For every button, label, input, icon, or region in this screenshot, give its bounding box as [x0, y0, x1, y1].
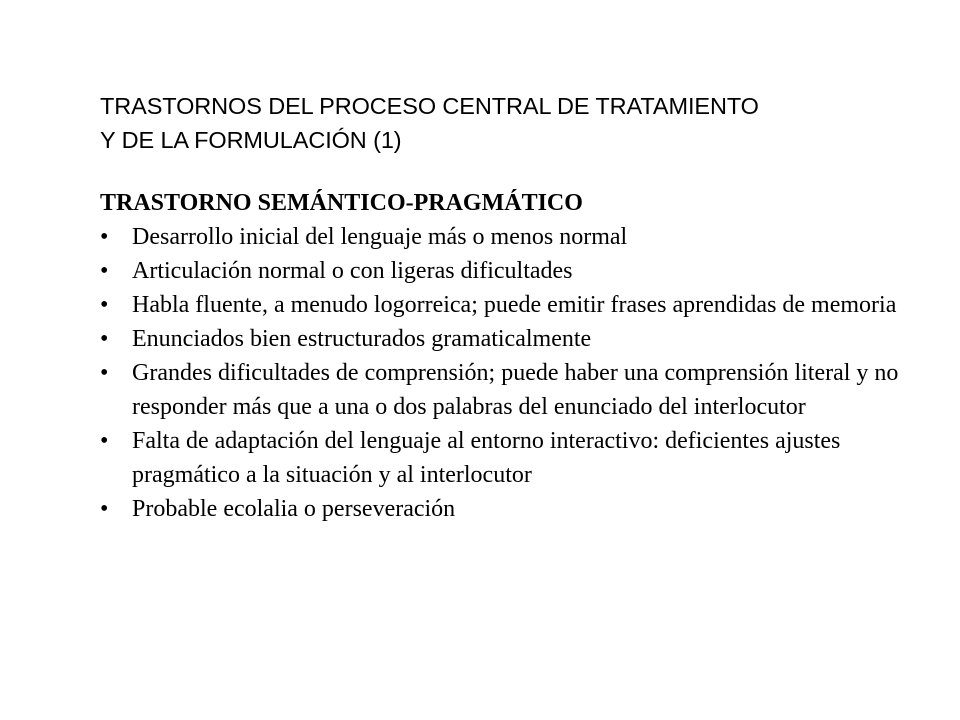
bullet-text: Habla fluente, a menudo logorreica; puede emitir frases aprendidas de memoria: [132, 292, 897, 318]
bullet-item: [100, 288, 950, 322]
slide-title-line: Y DE LA FORMULACIÓN (1): [100, 127, 402, 153]
slide-title-line: TRASTORNOS DEL PROCESO CENTRAL DE TRATAMIENTO: [100, 93, 759, 119]
bullet-item: [100, 356, 950, 424]
bullet-text: Desarrollo inicial del lenguaje más o menos normal: [132, 224, 628, 250]
slide-content: [100, 186, 950, 526]
bullet-item: [100, 220, 950, 254]
bullet-icon: •: [100, 258, 109, 284]
section-heading: TRASTORNO SEMÁNTICO-PRAGMÁTICO: [100, 190, 583, 216]
bullet-item: [100, 492, 950, 526]
bullet-text: Probable ecolalia o perseveración: [132, 496, 456, 522]
bullet-icon: •: [100, 326, 109, 352]
bullet-text: Articulación normal o con ligeras dificultades: [132, 258, 573, 284]
bullet-text: Falta de adaptación del lenguaje al entorno interactivo: deficientes ajustes pragmático a la situación y al interlocutor: [132, 428, 841, 488]
bullet-icon: •: [100, 496, 109, 522]
bullet-icon: •: [100, 292, 109, 318]
bullet-icon: •: [100, 224, 109, 250]
bullet-icon: •: [100, 360, 109, 386]
bullet-item: [100, 424, 950, 492]
bullet-item: [100, 254, 950, 288]
bullet-icon: •: [100, 428, 109, 454]
bullet-item: [100, 322, 950, 356]
bullet-text: Enunciados bien estructurados gramaticalmente: [132, 326, 592, 352]
slide-title: [100, 89, 960, 157]
bullet-list: [100, 220, 950, 526]
bullet-text: Grandes dificultades de comprensión; puede haber una comprensión literal y no responder más que a una o dos palabras del enunciado del interlocutor: [132, 360, 899, 420]
